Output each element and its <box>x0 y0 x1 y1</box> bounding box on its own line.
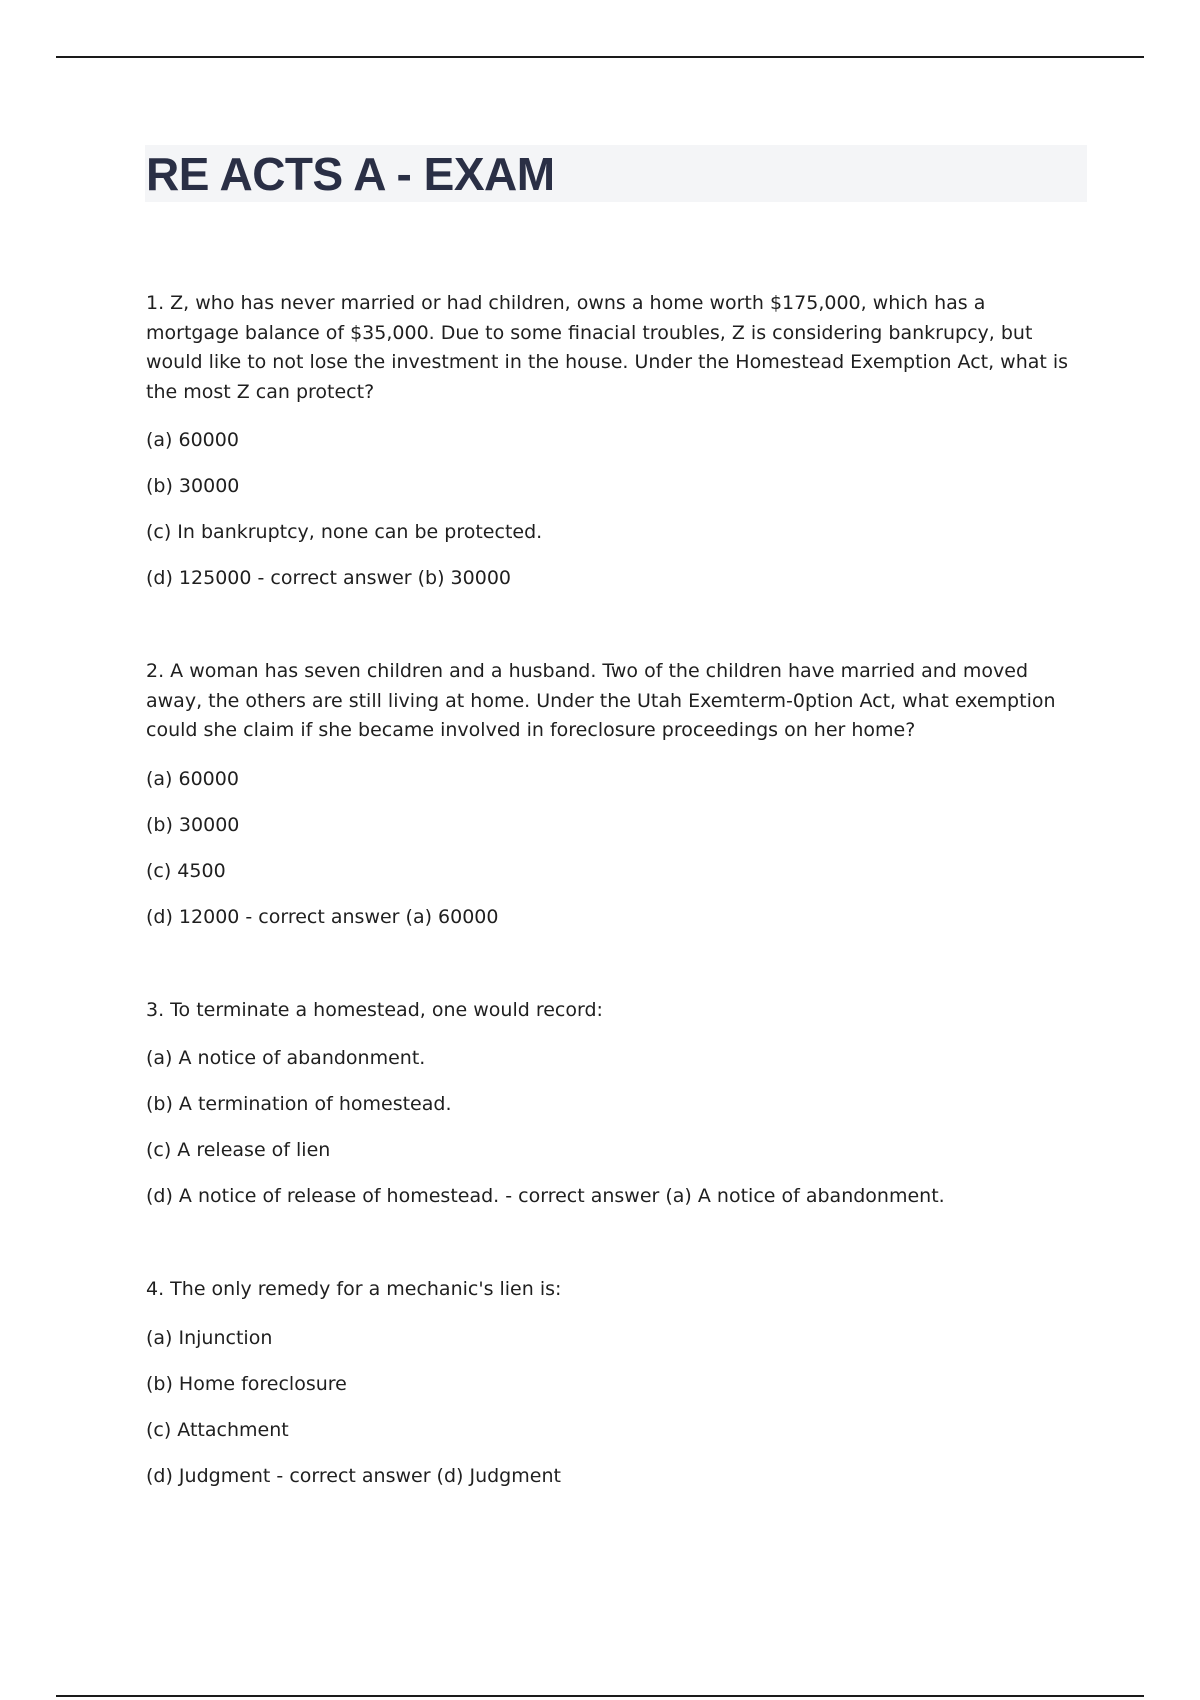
question-3 <box>146 996 1076 1220</box>
question-2 <box>146 657 1076 940</box>
question-2-text: 2. A woman has seven children and a husband. Two of the children have married and moved away, the others are still living at home. Under the Utah Exemterm-0ption Act, what exemption could she claim if she became involved in foreclosure proceedings on her home? <box>146 660 1056 741</box>
question-1-option-d: (d) 125000 - correct answer (b) 30000 <box>146 567 511 589</box>
question-1-option-c: (c) In bankruptcy, none can be protected. <box>146 521 543 543</box>
question-3-text: 3. To terminate a homestead, one would record: <box>146 998 603 1021</box>
question-2-option-c: (c) 4500 <box>146 859 226 882</box>
question-4-option-a: (a) Injunction <box>146 1326 273 1349</box>
question-3-option-c: (c) A release of lien <box>146 1139 331 1161</box>
question-4-text: 4. The only remedy for a mechanic's lien is: <box>146 1278 562 1300</box>
question-3-option-a: (a) A notice of abandonment. <box>146 1047 426 1069</box>
question-2-option-a: (a) 60000 <box>146 767 239 790</box>
question-1-option-b: (b) 30000 <box>146 475 240 497</box>
question-4 <box>146 1275 1076 1499</box>
question-2-option-b: (b) 30000 <box>146 813 240 836</box>
question-4-option-c: (c) Attachment <box>146 1418 289 1441</box>
question-2-option-d: (d) 12000 - correct answer (a) 60000 <box>146 905 499 928</box>
bottom-divider <box>56 1695 1144 1697</box>
question-3-option-d: (d) A notice of release of homestead. - correct answer (a) A notice of abandonment. <box>146 1185 945 1207</box>
question-3-option-b: (b) A termination of homestead. <box>146 1093 452 1115</box>
page-title: RE ACTS A - EXAM <box>146 148 555 200</box>
question-1 <box>146 289 1076 601</box>
question-4-option-d: (d) Judgment - correct answer (d) Judgment <box>146 1464 561 1487</box>
question-1-text: 1. Z, who has never married or had children, owns a home worth $175,000, which has a mortgage balance of $35,000. Due to some finacial troubles, Z is considering bankrupcy, but would like to not lose the investment in the house. Under the Homestead Exemption Act, what is the most Z can protect? <box>146 292 1069 403</box>
question-4-option-b: (b) Home foreclosure <box>146 1372 347 1395</box>
top-divider <box>56 56 1144 58</box>
question-1-option-a: (a) 60000 <box>146 429 239 451</box>
question-list <box>146 289 1076 1499</box>
